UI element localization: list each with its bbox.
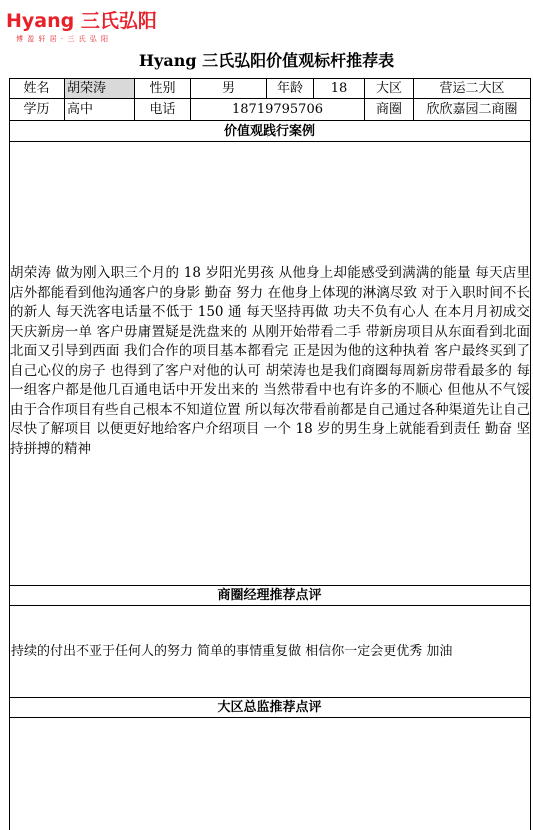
recommendation-form xyxy=(9,78,531,830)
case-section-title: 价值观践行案例 xyxy=(9,121,531,142)
case-text: 胡荣涛 做为刚入职三个月的 18 岁阳光男孩 从他身上却能感受到满满的能量 每天店里店外都能看到他沟通客户的身影 勤奋 努力 在他身上体现的淋漓尽致 对于入职时间不长的新人 每天洗客电话量不低于 150 通 每天坚持再做 功夫不负有心人 在本月月初成交天庆新房一单 客户毋庸置疑是洗盘来的 从刚开始带看二手 带新房项目从东面看到北面 北面又引导到西面 我们合作的项目基本都看完 正是因为他的这种执着 客户最终买到了自己心仪的房子 也得到了客户对他的认可 胡荣涛也是我们商圈每周新房带看最多的 每一组客户都是他几百通电话中开发出来的 当然带看中也有许多的不顺心 但他从不气馁 由于合作项目有些自己根本不知道位置 所以每次带看前都是自己通过各种渠道先让自己尽快了解项目 以便更好地给客户介绍项目 一个 18 岁的男生身上就能看到责任 勤奋 坚持拼搏的精神 xyxy=(10,265,530,457)
logo-slogan: 博 盈 轩 居 · 三 氏 弘 阳 xyxy=(16,35,110,43)
circle-value: 欣欣嘉园二商圈 xyxy=(414,99,531,121)
region-value: 营运二大区 xyxy=(414,78,531,99)
gender-value: 男 xyxy=(191,78,267,99)
manager-comment-text: 持续的付出不亚于任何人的努力 简单的事情重复做 相信你一定会更优秀 加油 xyxy=(11,644,453,659)
manager-section-body xyxy=(9,606,531,698)
phone-label: 电话 xyxy=(135,99,191,121)
age-label: 年龄 xyxy=(267,78,314,99)
edu-label: 学历 xyxy=(9,99,65,121)
gender-label: 性别 xyxy=(135,78,191,99)
logo-brand: Hyang 三氏弘阳 xyxy=(6,10,157,32)
age-value: 18 xyxy=(314,78,365,99)
name-value: 胡荣涛 xyxy=(65,78,135,99)
company-logo xyxy=(6,6,166,46)
manager-section-title: 商圈经理推荐点评 xyxy=(9,586,531,606)
name-label: 姓名 xyxy=(9,78,65,99)
region-label: 大区 xyxy=(365,78,414,99)
phone-value: 18719795706 xyxy=(191,99,365,121)
page-title: Hyang 三氏弘阳价值观标杆推荐表 xyxy=(138,51,395,70)
director-section-body xyxy=(9,718,531,830)
edu-value: 高中 xyxy=(65,99,135,121)
circle-label: 商圈 xyxy=(365,99,414,121)
director-section-title: 大区总监推荐点评 xyxy=(9,698,531,718)
